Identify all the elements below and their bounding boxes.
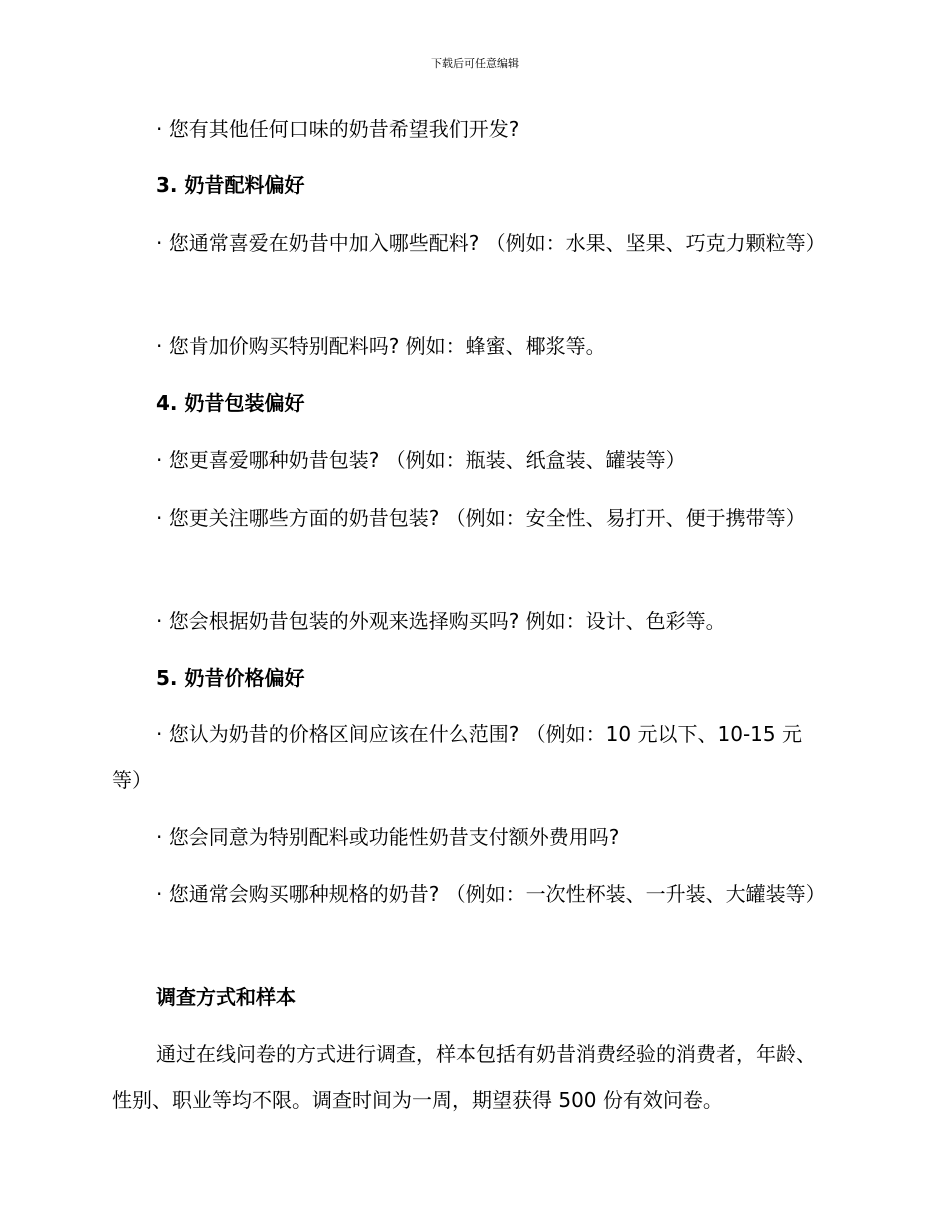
bullet-text: · 您会根据奶昔包装的外观来选择购买吗? 例如：设计、色彩等。 bbox=[156, 609, 726, 633]
bullet-text: · 您更关注哪些方面的奶昔包装? （例如：安全性、易打开、便于携带等） bbox=[156, 506, 806, 530]
page-header: 下载后可任意编辑 bbox=[431, 57, 519, 70]
bullet-price-range bbox=[112, 711, 828, 803]
bullet-text: · 您肯加价购买特别配料吗? 例如：蜂蜜、椰浆等。 bbox=[156, 334, 606, 358]
section-heading: 5. 奶昔价格偏好 bbox=[156, 666, 305, 690]
bullet-size bbox=[112, 871, 828, 917]
section-heading-5 bbox=[112, 655, 828, 701]
bullet-packaging-aspects bbox=[112, 495, 828, 541]
survey-method-paragraph bbox=[112, 1031, 828, 1123]
paragraph-text: 通过在线问卷的方式进行调查，样本包括有奶昔消费经验的消费者，年龄、性别、职业等均不限。调查时间为一周，期望获得 500 份有效问卷。 bbox=[112, 1042, 816, 1112]
section-heading-3 bbox=[112, 162, 828, 208]
bullet-text: · 您有其他任何口味的奶昔希望我们开发? bbox=[156, 117, 520, 141]
section-heading: 调查方式和样本 bbox=[156, 985, 296, 1009]
bullet-packaging-type bbox=[112, 437, 828, 483]
bullet-text: · 您通常喜爱在奶昔中加入哪些配料? （例如：水果、坚果、巧克力颗粒等） bbox=[156, 231, 826, 255]
bullet-text: · 您会同意为特别配料或功能性奶昔支付额外费用吗? bbox=[156, 825, 620, 849]
bullet-packaging-look bbox=[112, 598, 828, 644]
bullet-text: · 您通常会购买哪种规格的奶昔? （例如：一次性杯装、一升装、大罐装等） bbox=[156, 882, 826, 906]
bullet-extra-toppings bbox=[112, 323, 828, 369]
bullet-text: · 您认为奶昔的价格区间应该在什么范围? （例如：10 元以下、10-15 元等） bbox=[112, 722, 802, 792]
section-heading-survey bbox=[112, 974, 828, 1020]
section-heading: 3. 奶昔配料偏好 bbox=[156, 173, 305, 197]
bullet-extra-fee bbox=[112, 814, 828, 860]
bullet-text: · 您更喜爱哪种奶昔包装? （例如：瓶装、纸盒装、罐装等） bbox=[156, 448, 686, 472]
bullet-toppings bbox=[112, 220, 828, 266]
section-heading: 4. 奶昔包装偏好 bbox=[156, 391, 305, 415]
section-heading-4 bbox=[112, 380, 828, 426]
bullet-other-flavors bbox=[112, 106, 828, 152]
